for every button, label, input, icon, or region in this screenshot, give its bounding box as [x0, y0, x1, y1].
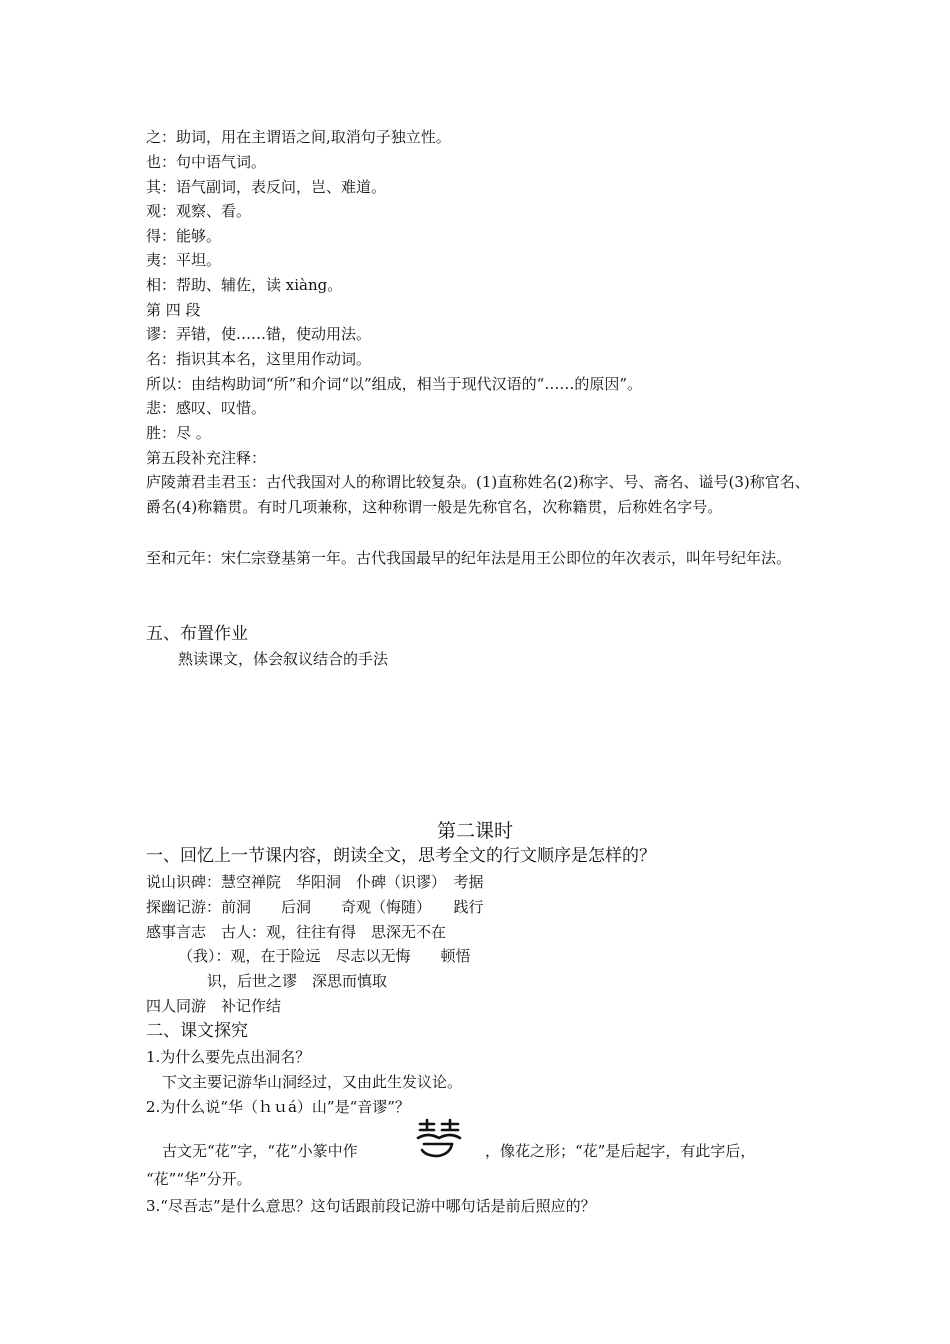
note-yi: 夷：平坦。 [146, 251, 222, 269]
lesson2-title: 第二课时 [436, 820, 513, 842]
answer-2-2-after: ，像花之形；“花”是后起字，有此字后， [485, 1142, 756, 1160]
question-2-2: 2.为什么说“华（ｈｕá）山”是“音谬”？ [146, 1098, 410, 1116]
outline-row: 感事言志 古人：观，往往有得 思深无不在 [146, 923, 447, 941]
note-luling: 庐陵萧君圭君玉：古代我国对人的称谓比较复杂。(1)直称姓名(2)称字、号、斋名、谥号(3)称官名、爵名(4)称籍贯。有时几项兼称，这种称谓一般是先称官名，次称籍贯，后称姓名字号。 [146, 473, 810, 516]
outline-row: 探幽记游：前洞 后洞 奇观（悔随） 践行 [146, 898, 484, 916]
note-ming: 名：指识其本名，这里用作动词。 [146, 350, 372, 368]
note-miu: 谬：弄错，使……错，使动用法。 [146, 325, 372, 343]
note-xiang: 相：帮助、辅佐，读 xiàng。 [146, 276, 343, 294]
section-heading-5: 第五段补充注释： [146, 449, 267, 467]
note-de: 得：能够。 [146, 227, 222, 245]
note-bei: 悲：感叹、叹惜。 [146, 399, 267, 417]
note-guan: 观：观察、看。 [146, 202, 252, 220]
answer-2-2-before: 古文无“花”字，“花”小篆中作 [162, 1142, 358, 1160]
note-suoyi: 所以：由结构助词“所”和介词“以”组成，相当于现代汉语的“……的原因”。 [146, 375, 643, 393]
answer-2-2-line2: “花”“华”分开。 [146, 1170, 252, 1188]
outline-row: （我）：观，在于险远 尽志以无悔 顿悟 [178, 947, 471, 965]
outline-row: 四人同游 补记作结 [146, 997, 282, 1015]
answer-2-1: 下文主要记游华山洞经过，又由此生发议论。 [162, 1073, 463, 1091]
question-2-3: 3.“尽吾志”是什么意思？这句话跟前段记游中哪句话是前后照应的？ [146, 1197, 596, 1215]
note-zhihe: 至和元年：宋仁宗登基第一年。古代我国最早的纪年法是用王公即位的年次表示，叫年号纪年法。 [146, 549, 792, 567]
note-sheng: 胜：尽 。 [146, 424, 211, 442]
homework-heading: 五、布置作业 [146, 624, 248, 644]
question-1-heading: 一、回忆上一节课内容，朗读全文，思考全文的行文顺序是怎样的？ [146, 846, 656, 866]
note-ye: 也：句中语气词。 [146, 153, 267, 171]
question-2-heading: 二、课文探究 [146, 1021, 248, 1041]
question-2-1: 1.为什么要先点出洞名？ [146, 1048, 311, 1066]
homework-text: 熟读课文，体会叙议结合的手法 [178, 650, 389, 668]
outline-row: 说山识碑：慧空禅院 华阳洞 仆碑（识谬） 考据 [146, 873, 484, 891]
note-qi: 其：语气副词，表反问，岂、难道。 [146, 178, 387, 196]
outline-row: 识，后世之谬 深思而慎取 [207, 972, 388, 990]
note-zhi: 之：助词，用在主谓语之间,取消句子独立性。 [146, 128, 451, 146]
seal-script-hua-icon [414, 1118, 464, 1158]
section-heading-4: 第 四 段 [146, 301, 201, 319]
